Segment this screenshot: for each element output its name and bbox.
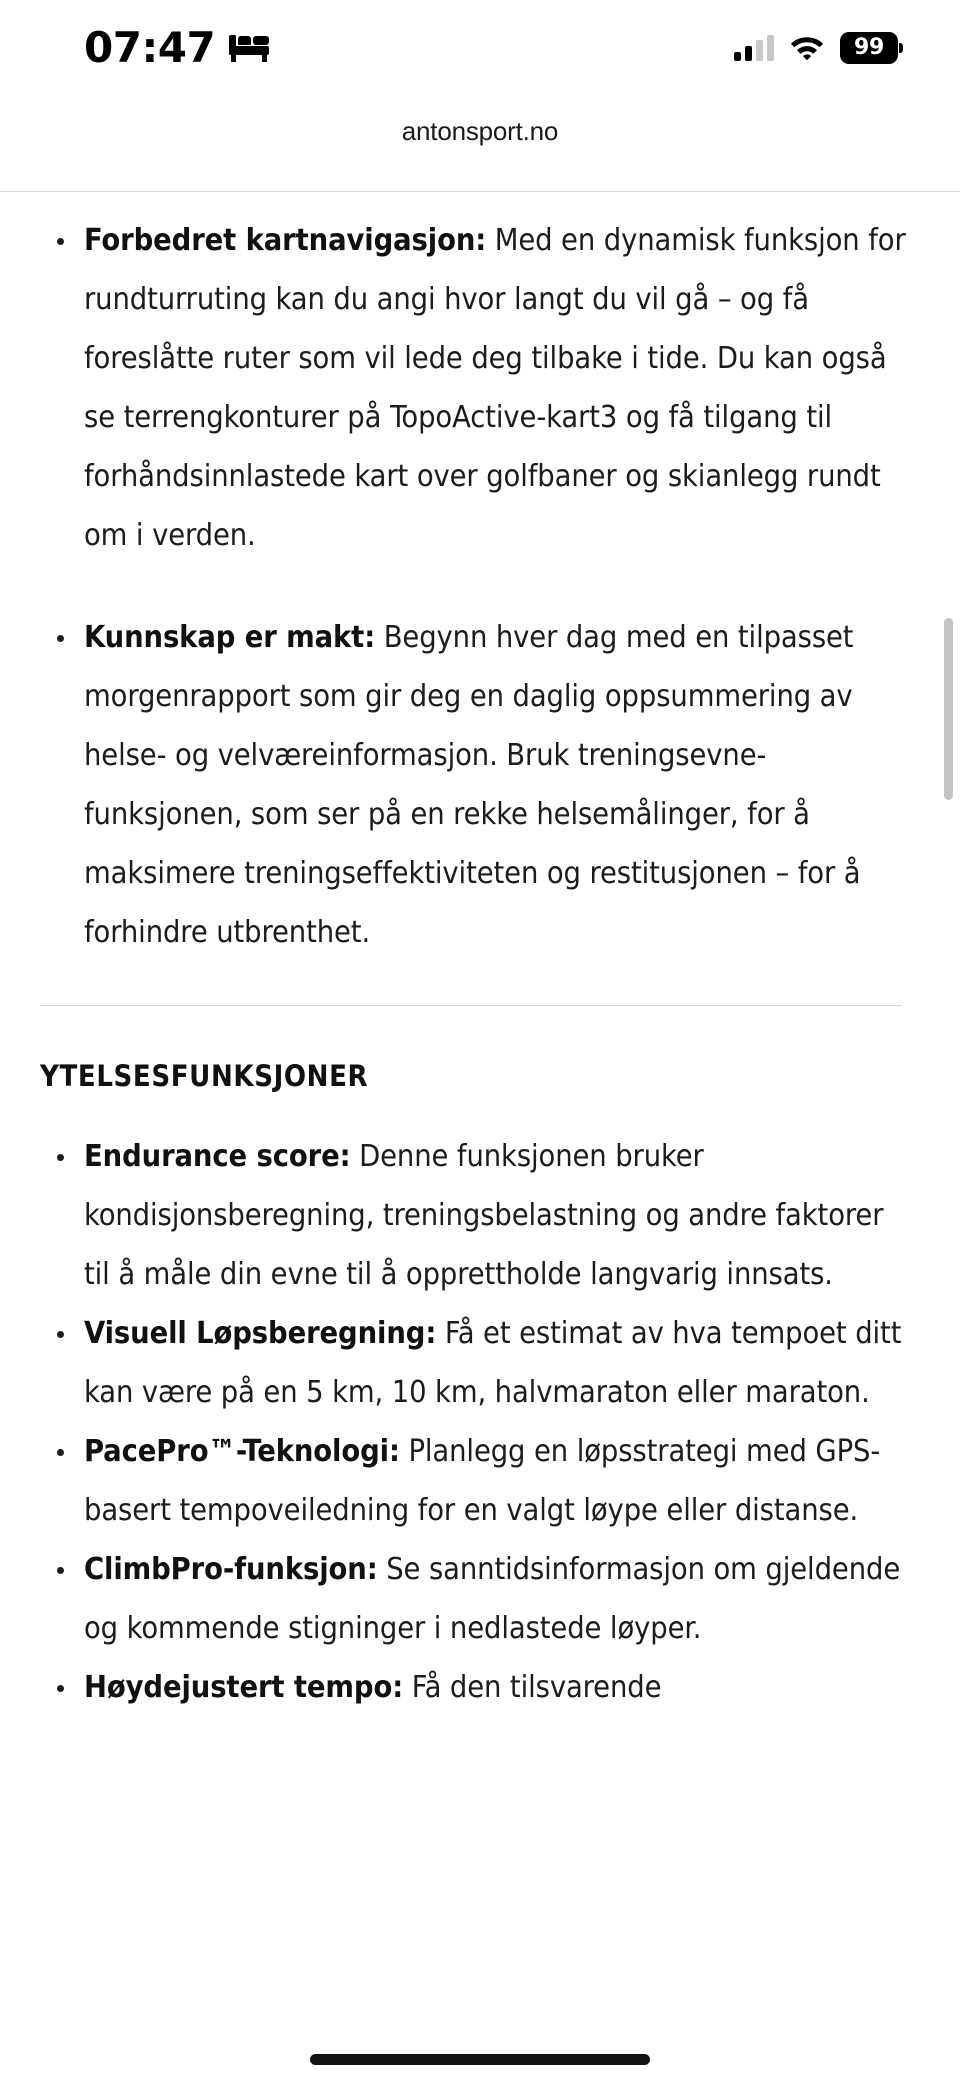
feature-description: Se sanntidsinformasjon om gjeldende og kommende stigninger i nedlastede løyper.	[84, 1552, 901, 1646]
wifi-icon	[790, 35, 824, 61]
section-heading: YTELSESFUNKSJONER	[40, 1059, 369, 1093]
feature-term: Kunnskap er makt:	[84, 620, 376, 655]
list-item	[40, 211, 916, 565]
battery-level-label: 99	[853, 35, 884, 60]
battery-nub	[899, 43, 903, 53]
url-domain-label: antonsport.no	[401, 116, 559, 146]
feature-description: Få et estimat av hva tempoet ditt kan være på en 5 km, 10 km, halvmaraton eller maraton.	[84, 1316, 902, 1410]
performance-feature-list	[40, 1127, 916, 1717]
status-bar-left	[84, 23, 269, 72]
home-indicator[interactable]	[310, 2054, 650, 2065]
top-feature-list	[40, 211, 916, 962]
status-bar-clock: 07:47	[84, 23, 216, 72]
list-item	[40, 608, 916, 962]
page-scrollbar[interactable]	[944, 193, 954, 2081]
feature-description: Planlegg en løpsstrategi med GPS-basert tempoveiledning for en valgt løype eller distanse.	[84, 1434, 881, 1528]
list-item	[40, 1658, 916, 1717]
feature-term: Høydejustert tempo:	[84, 1670, 404, 1705]
feature-term: Visuell Løpsberegning:	[84, 1316, 437, 1351]
status-bar-right	[734, 32, 898, 64]
list-item	[40, 1540, 916, 1658]
cellular-signal-icon	[734, 35, 774, 61]
list-item	[40, 1422, 916, 1540]
feature-term: Forbedret kartnavigasjon:	[84, 223, 487, 258]
list-item	[40, 1304, 916, 1422]
list-item	[40, 1127, 916, 1304]
section-divider	[40, 1005, 902, 1006]
feature-term: ClimbPro-funksjon:	[84, 1552, 378, 1587]
status-bar	[0, 0, 960, 96]
bed-icon	[229, 35, 269, 62]
battery-indicator	[840, 32, 898, 64]
feature-term: PacePro™-Teknologi:	[84, 1434, 400, 1469]
feature-term: Endurance score:	[84, 1139, 351, 1174]
feature-description: Med en dynamisk funksjon for rundturruting kan du angi hvor langt du vil gå – og få foreslåtte ruter som vil lede deg tilbake i tide. Du kan også se terrengkonturer på TopoActive-kart3 og få tilgang til forhåndsinnlastede kart over golfbaner og skianlegg rundt om i verden.	[84, 223, 906, 553]
scrollbar-thumb[interactable]	[944, 618, 953, 800]
feature-description: Få den tilsvarende	[403, 1670, 662, 1705]
webpage-content	[0, 193, 960, 2081]
feature-description: Begynn hver dag med en tilpasset morgenrapport som gir deg en daglig oppsummering av helse- og velværeinformasjon. Bruk treningsevne- funksjonen, som ser på en rekke helsemålinger, for å maksimere treningseffektiviteten og restitusjonen – for å forhindre utbrenthet.	[84, 620, 861, 950]
browser-url-bar[interactable]	[0, 96, 960, 192]
feature-description: Denne funksjonen bruker kondisjonsberegning, treningsbelastning og andre faktorer til å måle din evne til å opprettholde langvarig innsats.	[84, 1139, 884, 1292]
